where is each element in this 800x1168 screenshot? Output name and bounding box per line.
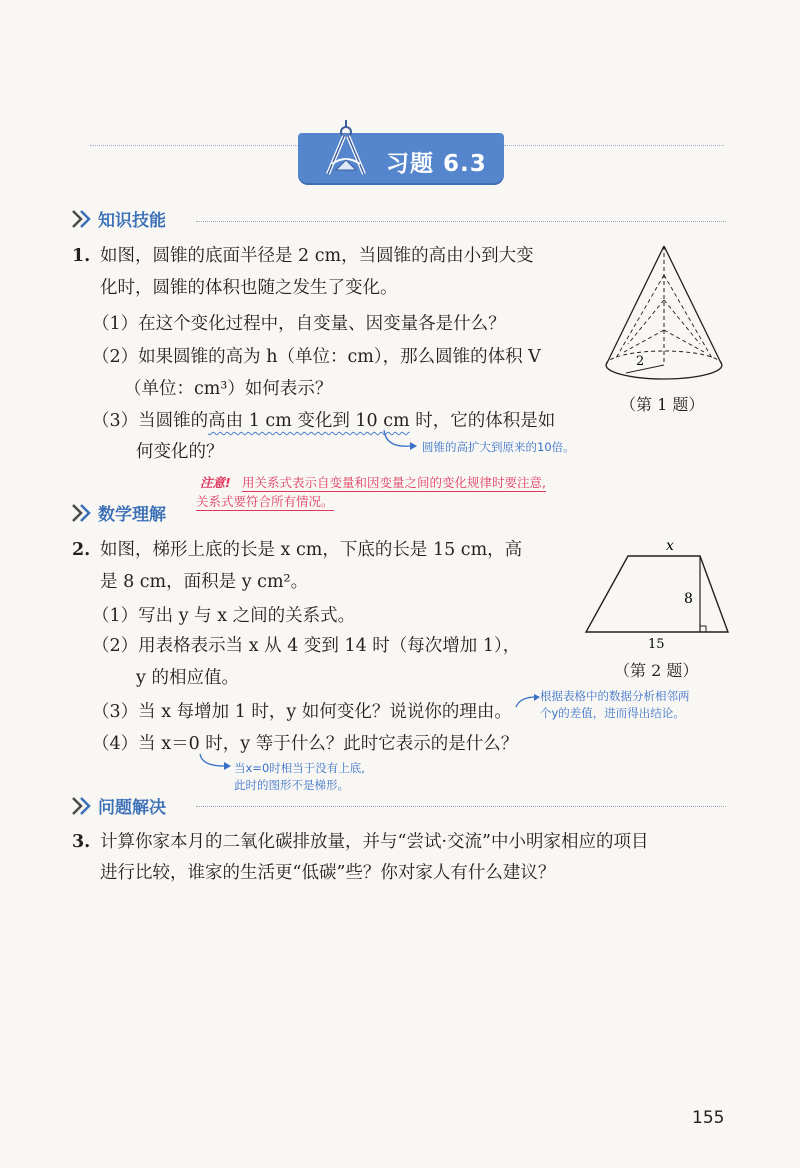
chevron-right-icon — [70, 795, 94, 817]
section-divider — [196, 221, 726, 222]
hint-note: 当x=0时相当于没有上底, — [234, 761, 365, 775]
highlighted-phrase: 高由 1 cm 变化到 10 cm — [208, 411, 410, 431]
section-math-understanding — [70, 500, 166, 525]
problem-text: 化时，圆锥的体积也随之发生了变化。 — [100, 278, 398, 298]
radius-label: 2 — [636, 354, 645, 369]
section-divider — [196, 806, 726, 807]
section-label: 数学理解 — [98, 505, 166, 525]
height-label: 8 — [684, 591, 693, 607]
page-number: 155 — [692, 1108, 725, 1128]
problem-text: 如图，梯形上底的长是 x cm，下底的长是 15 cm，高 — [100, 540, 523, 560]
question-2-1: （1）写出 y 与 x 之间的关系式。 — [92, 606, 356, 626]
attention-text: 用关系式表示自变量和因变量之间的变化规律时要注意, — [242, 475, 546, 490]
problem-text: 进行比较，谁家的生活更“低碳”些？你对家人有什么建议？ — [100, 863, 556, 883]
header-rule-left — [90, 145, 300, 146]
question-2-2: （2）用表格表示当 x 从 4 变到 14 时（每次增加 1）， — [92, 636, 521, 656]
compass-icon — [318, 118, 374, 184]
attention-tag: 注意! — [200, 475, 231, 490]
hint-note: 圆锥的高扩大到原来的10倍。 — [422, 440, 575, 454]
header-rule-right — [504, 145, 724, 146]
trapezoid-figure — [580, 536, 736, 654]
section-label: 问题解决 — [98, 798, 166, 818]
hint-note: 此时的图形不是梯形。 — [234, 778, 349, 792]
problem-number: 3. — [72, 832, 91, 852]
question-text: （3）当圆锥的 — [92, 411, 209, 431]
chevron-right-icon — [70, 502, 94, 524]
hint-note: 根据表格中的数据分析相邻两 — [540, 689, 690, 703]
hint-arrow — [196, 752, 234, 774]
question-2-4: （4）当 x＝0 时，y 等于什么？此时它表示的是什么？ — [92, 734, 519, 754]
section-knowledge-skills — [70, 206, 166, 231]
hint-arrow — [380, 428, 420, 454]
question-1-1: （1）在这个变化过程中，自变量、因变量各是什么？ — [92, 314, 506, 334]
top-base-label: x — [666, 538, 674, 554]
section-label: 知识技能 — [98, 211, 166, 231]
question-2-3: （3）当 x 每增加 1 时，y 如何变化？说说你的理由。 — [92, 702, 512, 722]
question-text: 时，它的体积是如 — [409, 411, 556, 431]
figure-caption: （第 1 题） — [620, 395, 705, 414]
problem-number: 1. — [72, 246, 91, 266]
question-2-2-cont: y 的相应值。 — [136, 668, 239, 688]
problem-text: 如图，圆锥的底面半径是 2 cm，当圆锥的高由小到大变 — [100, 246, 534, 266]
hint-note: 个y的差值，进而得出结论。 — [540, 706, 685, 720]
exercise-title: 习题 6.3 — [386, 151, 487, 177]
problem-text: 是 8 cm，面积是 y cm²。 — [100, 572, 309, 592]
question-1-3 — [92, 409, 555, 433]
problem-text: 计算你家本月的二氧化碳排放量，并与“尝试·交流”中小明家相应的项目 — [100, 832, 649, 852]
question-1-2-cont: （单位：cm³）如何表示？ — [124, 379, 333, 399]
section-problem-solving — [70, 793, 166, 818]
hint-arrow — [512, 693, 540, 713]
figure-caption: （第 2 题） — [614, 661, 699, 680]
question-1-2: （2）如果圆锥的高为 h（单位：cm），那么圆锥的体积 V — [92, 347, 541, 367]
bottom-base-label: 15 — [648, 637, 665, 652]
chevron-right-icon — [70, 208, 94, 230]
attention-text: 关系式要符合所有情况。 — [196, 494, 334, 509]
problem-number: 2. — [72, 540, 91, 560]
question-1-3-cont: 何变化的？ — [136, 442, 224, 462]
cone-figure — [600, 240, 730, 400]
